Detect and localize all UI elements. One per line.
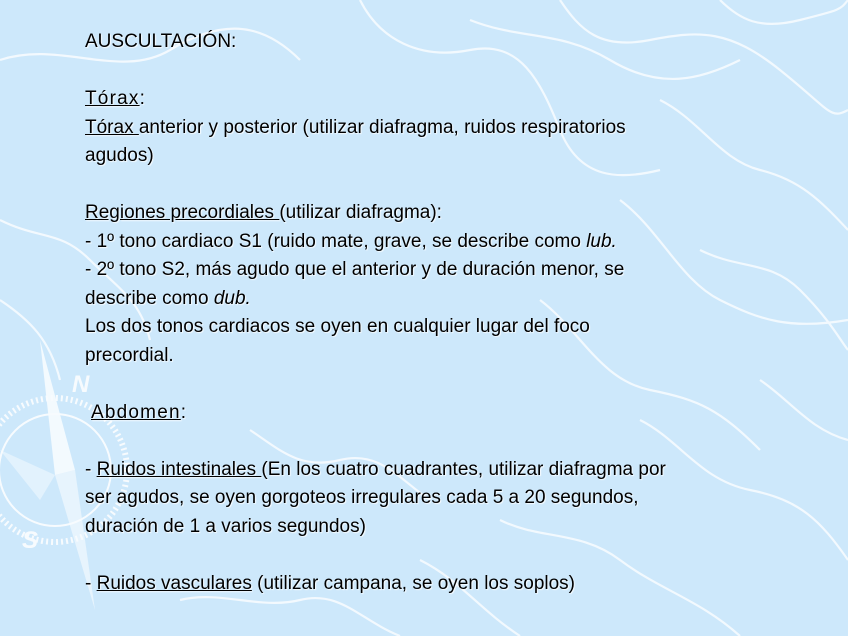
compass-north-label: N [72,371,90,398]
regiones-item-1: - 1º tono cardiaco S1 (ruido mate, grave, se describe como lub. [85,230,617,252]
intestinales-line-1: - Ruidos intestinales (En los cuatro cuadrantes, utilizar diafragma por [85,458,666,480]
vasculares-line: - Ruidos vasculares (utilizar campana, se oyen los soplos) [85,572,576,594]
torax-line-2: agudos) [85,145,154,166]
abdomen-heading: Abdomen [91,401,181,423]
regiones-item-2-line-2: describe como dub. [85,287,251,309]
slide-title: AUSCULTACIÓN: [85,31,237,52]
torax-heading: Tórax [85,88,140,109]
regiones-heading: Regiones precordiales [85,202,280,223]
torax-line-1: Tórax anterior y posterior (utilizar diafragma, ruidos respiratorios [85,116,626,138]
slide-content [85,28,825,598]
intestinales-line-3: duración de 1 a varios segundos) [85,515,366,537]
torax-label: Tórax [85,116,139,138]
regiones-item-2-line-1: - 2º tono S2, más agudo que el anterior y de duración menor, se [85,259,625,280]
regiones-note-line-2: precordial. [85,344,174,366]
regiones-heading-line: Regiones precordiales (utilizar diafragma): [85,202,442,223]
vasculares-label: Ruidos vasculares [96,572,252,594]
regiones-note-line-1: Los dos tonos cardiacos se oyen en cualquier lugar del foco [85,316,590,337]
torax-heading-line: Tórax: [85,88,145,109]
compass-south-label: S [22,527,39,554]
abdomen-heading-line: Abdomen: [91,401,187,423]
intestinales-label: Ruidos intestinales [96,458,262,480]
intestinales-line-2: ser agudos, se oyen gorgoteos irregulares cada 5 a 20 segundos, [85,487,639,508]
